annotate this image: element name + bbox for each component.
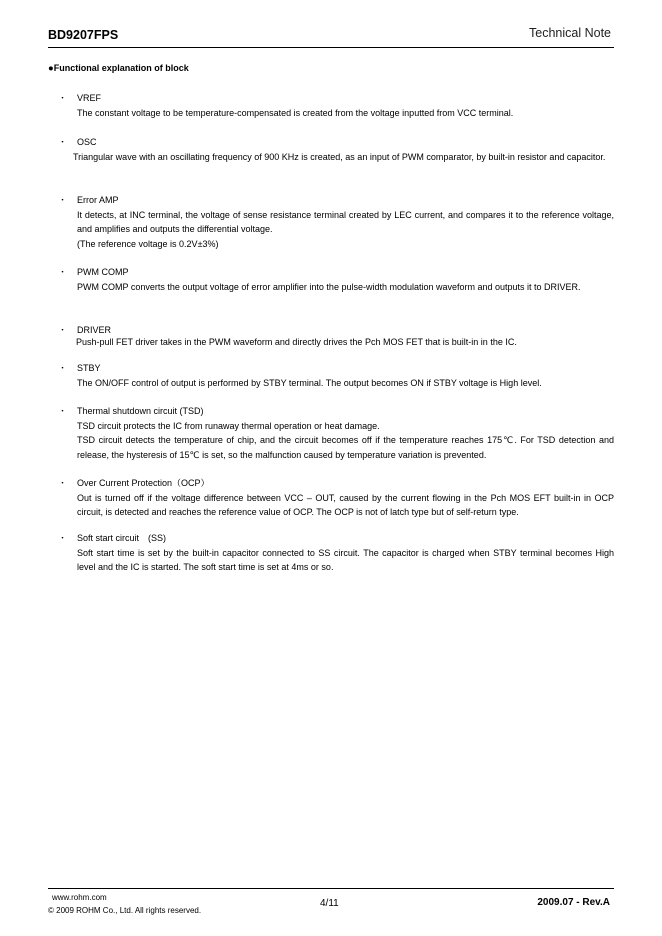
block-stby: [58, 361, 614, 390]
block-title: PWM COMP: [77, 267, 129, 277]
section-heading-text: Functional explanation of block: [53, 63, 189, 73]
bullet-icon: ・: [58, 137, 68, 147]
block-body-note: (The reference voltage is 0.2V±3%): [77, 238, 219, 249]
revision-label: 2009.07 - Rev.A: [537, 897, 610, 908]
block-body-detail: TSD circuit detects the temperature of chip, and the circuit becomes off if the temperature reaches 175℃. For TSD detection and release, the hysteresis of 15℃ is set, so the malfunction caused by temperature variation is prevented.: [77, 435, 614, 460]
block-title: Thermal shutdown circuit (TSD): [77, 406, 204, 416]
footer-divider: [48, 888, 614, 889]
block-body: The constant voltage to be temperature-compensated is created from the voltage inputted from VCC terminal.: [77, 107, 514, 118]
block-body: PWM COMP converts the output voltage of error amplifier into the pulse-width modulation waveform and outputs it to DRIVER.: [77, 281, 581, 292]
block-title: VREF: [77, 93, 102, 103]
note-type: Technical Note: [529, 26, 611, 40]
block-over-current-protection: [58, 476, 614, 520]
block-body: Soft start time is set by the built-in capacitor connected to SS circuit. The capacitor is charged when STBY terminal becomes High level and the IC is started. The soft start time is set at 4ms or so.: [77, 547, 614, 572]
bullet-icon: ・: [58, 267, 68, 277]
block-title: DRIVER: [77, 325, 112, 335]
filled-circle-icon: ●: [48, 63, 54, 74]
bullet-icon: ・: [58, 195, 68, 205]
footer-copyright: © 2009 ROHM Co., Ltd. All rights reserved.: [48, 906, 202, 915]
bullet-icon: ・: [58, 478, 68, 488]
block-title: Soft start circuit (SS): [77, 533, 167, 543]
footer-url: www.rohm.com: [52, 893, 107, 902]
block-title: OSC: [77, 137, 97, 147]
bullet-icon: ・: [58, 363, 68, 373]
bullet-icon: ・: [58, 325, 68, 335]
block-vref: [58, 91, 614, 120]
bullet-icon: ・: [58, 533, 68, 543]
document-id: BD9207FPS: [48, 28, 119, 42]
block-error-amp: [58, 193, 614, 251]
block-body: The ON/OFF control of output is performed by STBY terminal. The output becomes ON if STBY voltage is High level.: [77, 377, 542, 388]
section-heading: [48, 63, 189, 74]
block-pwm-comp: [58, 265, 614, 294]
bullet-icon: ・: [58, 93, 68, 103]
block-title: Over Current Protection（OCP）: [77, 478, 210, 488]
block-title: Error AMP: [77, 195, 119, 205]
bullet-icon: ・: [58, 406, 68, 416]
block-body: Triangular wave with an oscillating frequency of 900 KHz is created, as an input of PWM comparator, by built-in resistor and capacitor.: [73, 151, 606, 162]
block-body: It detects, at INC terminal, the voltage of sense resistance terminal created by LEC current, and compares it to the reference voltage, and amplifies and outputs the differential voltage.: [77, 209, 614, 234]
block-driver: [58, 323, 614, 350]
page-header: [48, 26, 614, 48]
block-body: Push-pull FET driver takes in the PWM waveform and directly drives the Pch MOS FET that is built-in in the IC.: [76, 337, 517, 347]
block-body: TSD circuit protects the IC from runaway thermal operation or heat damage.: [77, 420, 380, 431]
block-title: STBY: [77, 363, 101, 373]
block-osc: [58, 135, 614, 164]
block-soft-start: [58, 531, 614, 575]
page-number: 4/11: [320, 898, 339, 909]
block-thermal-shutdown: [58, 404, 614, 462]
block-body: Out is turned off if the voltage difference between VCC – OUT, caused by the current flowing in the Pch MOS EFT built-in in OCP circuit, is detected and reaches the reference value of OCP. The OCP is not of latch type but of self-return type.: [77, 492, 614, 517]
